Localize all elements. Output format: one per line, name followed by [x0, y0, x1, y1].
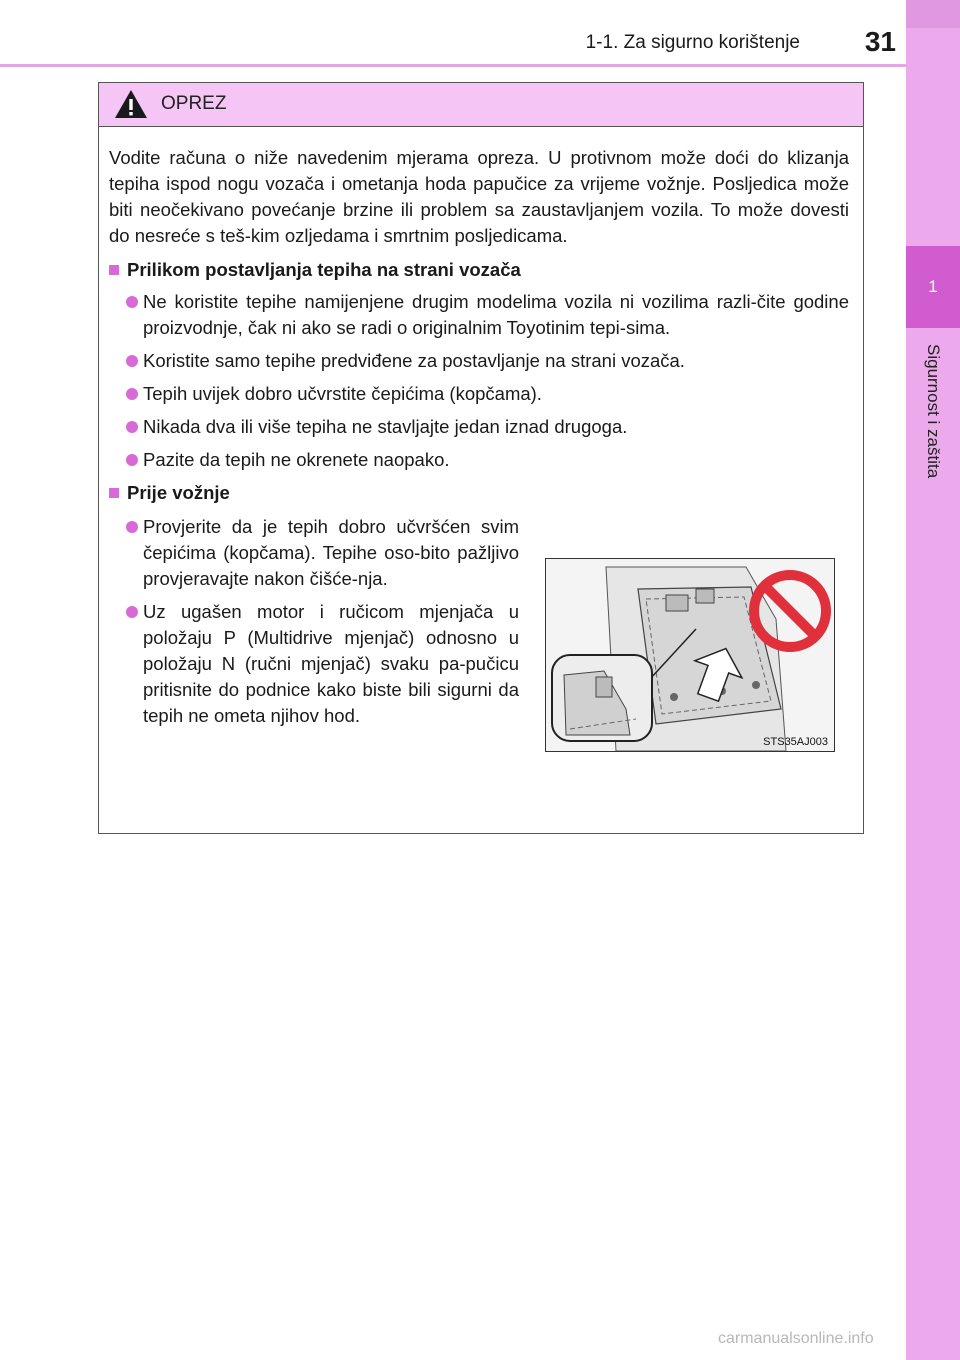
list-item-text: Tepih uvijek dobro učvrstite čepićima (kopčama). [143, 383, 542, 404]
caution-box [98, 82, 864, 834]
before-driving-list [109, 514, 519, 736]
list-item-text: Nikada dva ili više tepiha ne stavljajte jedan iznad drugoga. [143, 416, 628, 437]
caution-intro: Vodite računa o niže navedenim mjerama opreza. U protivnom može doći do klizanja tepiha ispod nogu vozača i ometanja hoda papučice za vrijeme vožnje. Posljedica može biti neočekivano povećanje brzine ili problem sa zaustavljanjem vozila. To može dovesti do nesreće s teš-kim ozljedama i smrtnim posljedicama. [109, 147, 849, 246]
bullet-dot-icon [126, 421, 138, 433]
bullet-dot-icon [126, 606, 138, 618]
list-item-text: Pazite da tepih ne okrenete naopako. [143, 449, 450, 470]
figure-code: STS35AJ003 [763, 736, 828, 748]
warning-triangle-icon [113, 88, 149, 120]
chapter-title-tab [906, 344, 960, 544]
floor-mat-drawing [546, 559, 834, 751]
watermark: carmanualsonline.info [718, 1330, 874, 1347]
section-heading-text: Prije vožnje [127, 482, 230, 503]
section-heading-text: Prilikom postavljanja tepiha na strani vozača [127, 259, 521, 280]
list-item [109, 348, 849, 374]
section-heading-driver-mat [109, 257, 849, 283]
chapter-number-tab[interactable]: 1 [906, 246, 960, 328]
square-bullet-icon [109, 265, 119, 275]
caution-header [99, 83, 863, 127]
page-number: 31 [864, 26, 896, 57]
list-item [109, 414, 849, 440]
square-bullet-icon [109, 488, 119, 498]
header-divider [0, 64, 906, 67]
section-heading-before-driving [109, 480, 849, 506]
bullet-dot-icon [126, 454, 138, 466]
list-item-text: Koristite samo tepihe predviđene za postavljanje na strani vozača. [143, 350, 685, 371]
list-item [109, 289, 849, 341]
list-item [109, 599, 519, 729]
running-header-section: 1-1. Za sigurno korištenje [585, 32, 800, 53]
bullet-dot-icon [126, 388, 138, 400]
side-tab [906, 0, 960, 1360]
side-tab-top-band [906, 0, 960, 28]
list-item-text: Provjerite da je tepih dobro učvršćen svim čepićima (kopčama). Tepihe oso-bito pažljivo provjeravajte nakon čišće-nja. [143, 516, 519, 589]
bullet-dot-icon [126, 296, 138, 308]
bullet-dot-icon [126, 521, 138, 533]
floor-mat-illustration [545, 558, 835, 752]
chapter-title: Sigurnost i zaštita [924, 344, 943, 479]
list-item-text: Ne koristite tepihe namijenjene drugim modelima vozila ni vozilima razli-čite godine proizvodnje, čak ni ako se radi o originalnim Toyotinim tepi-sima. [143, 291, 849, 338]
list-item [109, 447, 849, 473]
list-item-text: Uz ugašen motor i ručicom mjenjača u položaju P (Multidrive mjenjač) odnosno u položaju N (ručni mjenjač) svaku pa-pučicu pritisnite do podnice kako biste bili sigurni da tepih ne ometa njihov hod. [143, 601, 519, 726]
bullet-dot-icon [126, 355, 138, 367]
caution-label: OPREZ [161, 93, 227, 114]
list-item [109, 514, 519, 592]
list-item [109, 381, 849, 407]
